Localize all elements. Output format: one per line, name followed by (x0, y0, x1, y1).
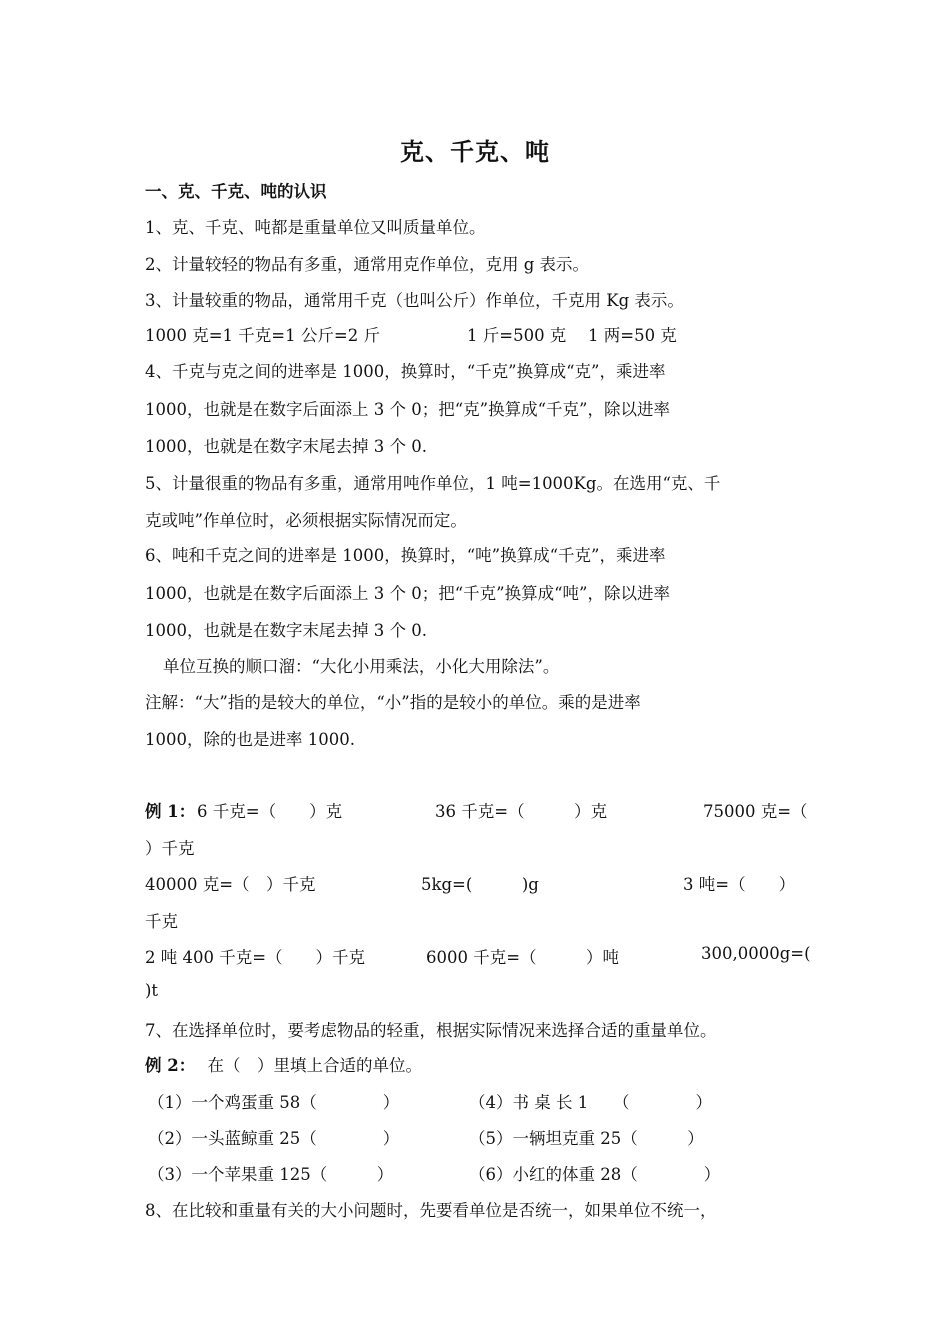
conversion-a: 1000 克=1 千克=1 公斤=2 斤 (145, 326, 380, 345)
example-2-item-1: （1）一个鸡蛋重 58（ ） (148, 1093, 400, 1112)
section-heading: 一、克、千克、吨的认识 (145, 182, 327, 201)
example-1-label: 例 1： (145, 802, 196, 821)
example-2-label: 例 2： (145, 1056, 196, 1075)
example-2-row-1 (145, 1089, 825, 1113)
example-1-q8: 6000 千克=（ ）吨 (426, 948, 620, 967)
example-1-q3-continued: ）千克 (145, 839, 195, 858)
example-2-item-2: （2）一头蓝鲸重 25（ ） (148, 1129, 400, 1148)
example-1-q9: 300,0000g=( (701, 944, 811, 963)
example-1-q5: 5kg=( )g (421, 875, 539, 894)
example-2-row-2 (145, 1125, 825, 1149)
paragraph-7: 7、在选择单位时，要考虑物品的轻重，根据实际情况来选择合适的重量单位。 (145, 1021, 717, 1040)
example-1-row-3 (145, 944, 825, 968)
paragraph-3: 3、计量较重的物品，通常用千克（也叫公斤）作单位，千克用 Kg 表示。 (145, 291, 684, 310)
paragraph-2: 2、计量较轻的物品有多重，通常用克作单位，克用 g 表示。 (145, 255, 590, 274)
note-line-1: 注解：“大”指的是较大的单位，“小”指的是较小的单位。乘的是进率 (145, 693, 641, 712)
conversion-b: 1 斤=500 克 (467, 326, 567, 345)
paragraph-8: 8、在比较和重量有关的大小问题时，先要看单位是否统一，如果单位不统一， (145, 1201, 717, 1220)
paragraph-4-line-1: 4、千克与克之间的进率是 1000，换算时，“千克”换算成“克”，乘进率 (145, 362, 666, 381)
note-line-2: 1000，除的也是进率 1000. (145, 730, 355, 749)
example-1-q6-continued: 千克 (145, 912, 178, 931)
paragraph-5-line-2: 克或吨”作单位时，必须根据实际情况而定。 (145, 511, 467, 530)
paragraph-6-line-1: 6、吨和千克之间的进率是 1000，换算时，“吨”换算成“千克”，乘进率 (145, 546, 666, 565)
paragraph-1: 1、克、千克、吨都是重量单位又叫质量单位。 (145, 218, 486, 237)
example-2-header (145, 1052, 825, 1076)
paragraph-6-line-2: 1000，也就是在数字后面添上 3 个 0；把“千克”换算成“吨”，除以进率 (145, 584, 670, 603)
example-2-item-4: （4）书 桌 长 1 （ ） (469, 1093, 712, 1112)
example-1-q4: 40000 克=（ ）千克 (145, 875, 316, 894)
example-1-row-2 (145, 871, 825, 895)
conversion-row (145, 322, 825, 346)
example-1-q7: 2 吨 400 千克=（ ）千克 (145, 948, 366, 967)
example-2-item-5: （5）一辆坦克重 25（ ） (469, 1129, 704, 1148)
example-2-instruction: 在（ ）里填上合适的单位。 (191, 1056, 422, 1075)
example-2-row-3 (145, 1161, 825, 1185)
paragraph-4-line-3: 1000，也就是在数字末尾去掉 3 个 0. (145, 437, 427, 456)
paragraph-5-line-1: 5、计量很重的物品有多重，通常用吨作单位，1 吨=1000Kg。在选用“克、千 (145, 474, 721, 493)
example-1-q3: 75000 克=（ (703, 802, 808, 821)
example-1-row-1 (145, 798, 825, 822)
example-2-item-3: （3）一个苹果重 125（ ） (148, 1165, 394, 1184)
paragraph-4-line-2: 1000，也就是在数字后面添上 3 个 0；把“克”换算成“千克”，除以进率 (145, 400, 670, 419)
example-1-q1: 6 千克=（ ）克 (197, 802, 343, 821)
example-1-q6: 3 吨=（ ） (683, 875, 796, 894)
conversion-c: 1 两=50 克 (588, 326, 677, 345)
rhyme-text: 单位互换的顺口溜：“大化小用乘法，小化大用除法”。 (163, 657, 560, 676)
example-2-item-6: （6）小红的体重 28（ ） (469, 1165, 721, 1184)
paragraph-6-line-3: 1000，也就是在数字末尾去掉 3 个 0. (145, 621, 427, 640)
example-1-q9-continued: )t (145, 981, 159, 1000)
page-title: 克、千克、吨 (400, 137, 550, 166)
example-1-q2: 36 千克=（ ）克 (435, 802, 608, 821)
